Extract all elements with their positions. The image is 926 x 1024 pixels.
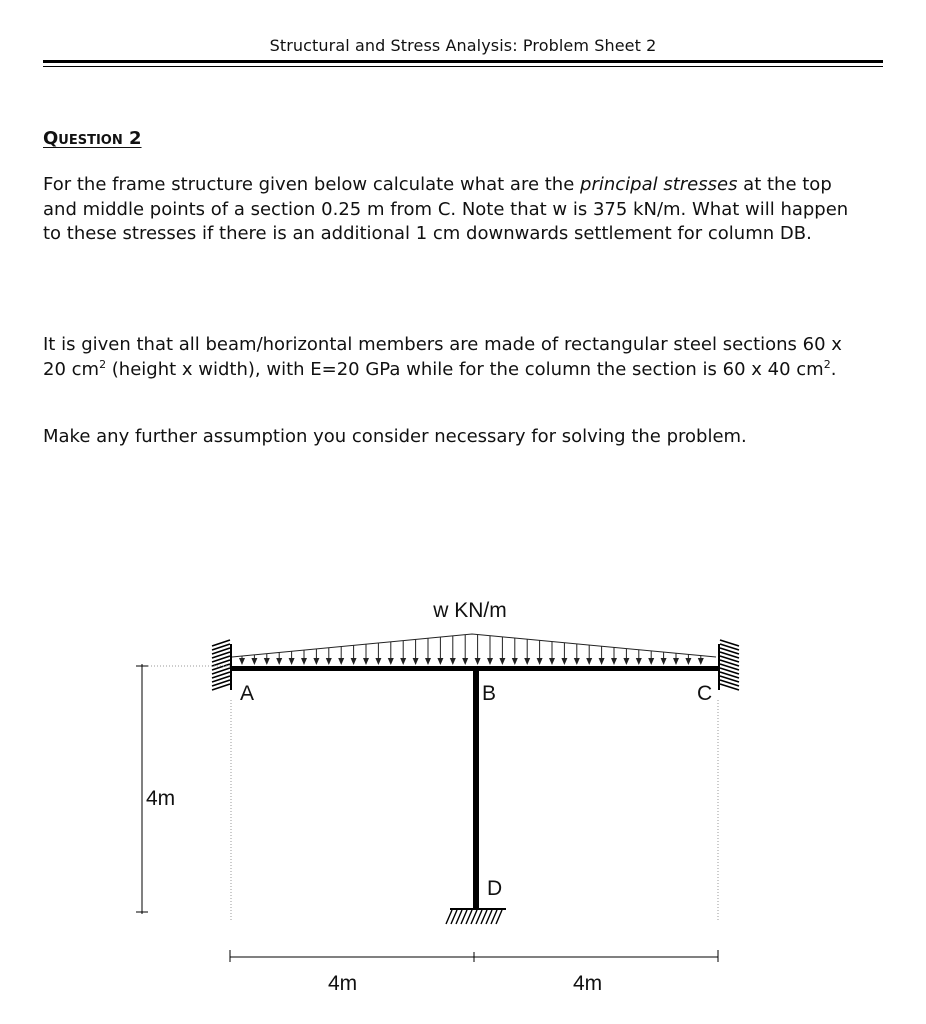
load-arrow-head-icon (537, 658, 543, 665)
load-arrow-head-icon (400, 658, 406, 665)
hatch-stroke (456, 910, 462, 924)
span-right-label: 4m (573, 972, 603, 995)
node-d-label: D (487, 877, 503, 900)
problem-text-end: at the top and middle points of a section 0.25 m from C. Note that w is 375 kN/m. What will happen to these stresses if there is an additional 1 cm downwards settlement for column DB. (43, 174, 849, 244)
node-b-label: B (482, 682, 497, 705)
load-arrow-head-icon (375, 658, 381, 665)
hatch-stroke (466, 910, 472, 924)
hatch-stroke (496, 910, 502, 924)
load-arrow-head-icon (475, 658, 481, 665)
load-arrow-head-icon (251, 658, 257, 665)
load-arrow-head-icon (351, 658, 357, 665)
question-title: Question 2 (43, 128, 142, 149)
load-arrow-head-icon (636, 658, 642, 665)
load-arrow-head-icon (239, 658, 245, 665)
load-arrow-head-icon (462, 658, 468, 665)
load-arrow-head-icon (661, 658, 667, 665)
hatch-stroke (481, 910, 487, 924)
load-arrow-head-icon (698, 658, 704, 665)
section-text-2: (height x width), with E=20 GPa while for the column the section is 60 x 40 cm (106, 358, 824, 380)
load-arrow-head-icon (301, 658, 307, 665)
load-arrow-head-icon (611, 658, 617, 665)
hatch-stroke (491, 910, 497, 924)
load-arrow-head-icon (437, 658, 443, 665)
load-arrow-head-icon (599, 658, 605, 665)
node-c-label: C (697, 682, 713, 705)
section-text-3: . (830, 358, 837, 380)
load-arrow-head-icon (388, 658, 394, 665)
node-a-label: A (240, 682, 255, 705)
load-arrow-head-icon (413, 658, 419, 665)
load-label: w KN/m (433, 599, 507, 622)
load-arrow-head-icon (499, 658, 505, 665)
right-support-hatch-icon (720, 640, 739, 690)
section-text-1: It is given that all beam/horizontal members are made of rectangular steel sections 60 x 20 cm (43, 334, 842, 380)
page-header-title: Structural and Stress Analysis: Problem Sheet 2 (269, 36, 657, 55)
span-left-label: 4m (328, 972, 358, 995)
ground-support-hatch-icon (446, 910, 502, 924)
load-arrow-head-icon (487, 658, 493, 665)
load-arrow-head-icon (574, 658, 580, 665)
hatch-stroke (471, 910, 477, 924)
hatch-stroke (446, 910, 452, 924)
hatch-stroke (451, 910, 457, 924)
load-arrow-head-icon (673, 658, 679, 665)
load-arrow-head-icon (685, 658, 691, 665)
load-arrow-head-icon (524, 658, 530, 665)
load-arrow-head-icon (363, 658, 369, 665)
column-bd (473, 668, 479, 908)
superscript-2: 2 (823, 357, 831, 371)
height-label: 4m (146, 787, 176, 810)
load-arrow-head-icon (425, 658, 431, 665)
load-arrow-head-icon (648, 658, 654, 665)
hatch-stroke (476, 910, 482, 924)
hatch-stroke (486, 910, 492, 924)
hatch-stroke (461, 910, 467, 924)
load-outline (232, 634, 716, 657)
load-arrow-head-icon (561, 658, 567, 665)
superscript-1: 2 (99, 357, 107, 371)
load-arrow-head-icon (338, 658, 344, 665)
load-arrow-head-icon (586, 658, 592, 665)
problem-text-start: For the frame structure given below calculate what are the (43, 174, 581, 195)
load-arrow-head-icon (326, 658, 332, 665)
problem-emphasis: principal stresses (580, 174, 738, 195)
load-arrow-head-icon (289, 658, 295, 665)
load-arrow-head-icon (313, 658, 319, 665)
load-arrow-head-icon (276, 658, 282, 665)
load-arrow-head-icon (549, 658, 555, 665)
left-support-hatch-icon (212, 640, 230, 690)
assumption-paragraph: Make any further assumption you consider necessary for solving the problem. (43, 426, 747, 447)
load-arrow-head-icon (623, 658, 629, 665)
load-arrow-head-icon (264, 658, 270, 665)
load-arrow-head-icon (512, 658, 518, 665)
load-arrow-head-icon (450, 658, 456, 665)
